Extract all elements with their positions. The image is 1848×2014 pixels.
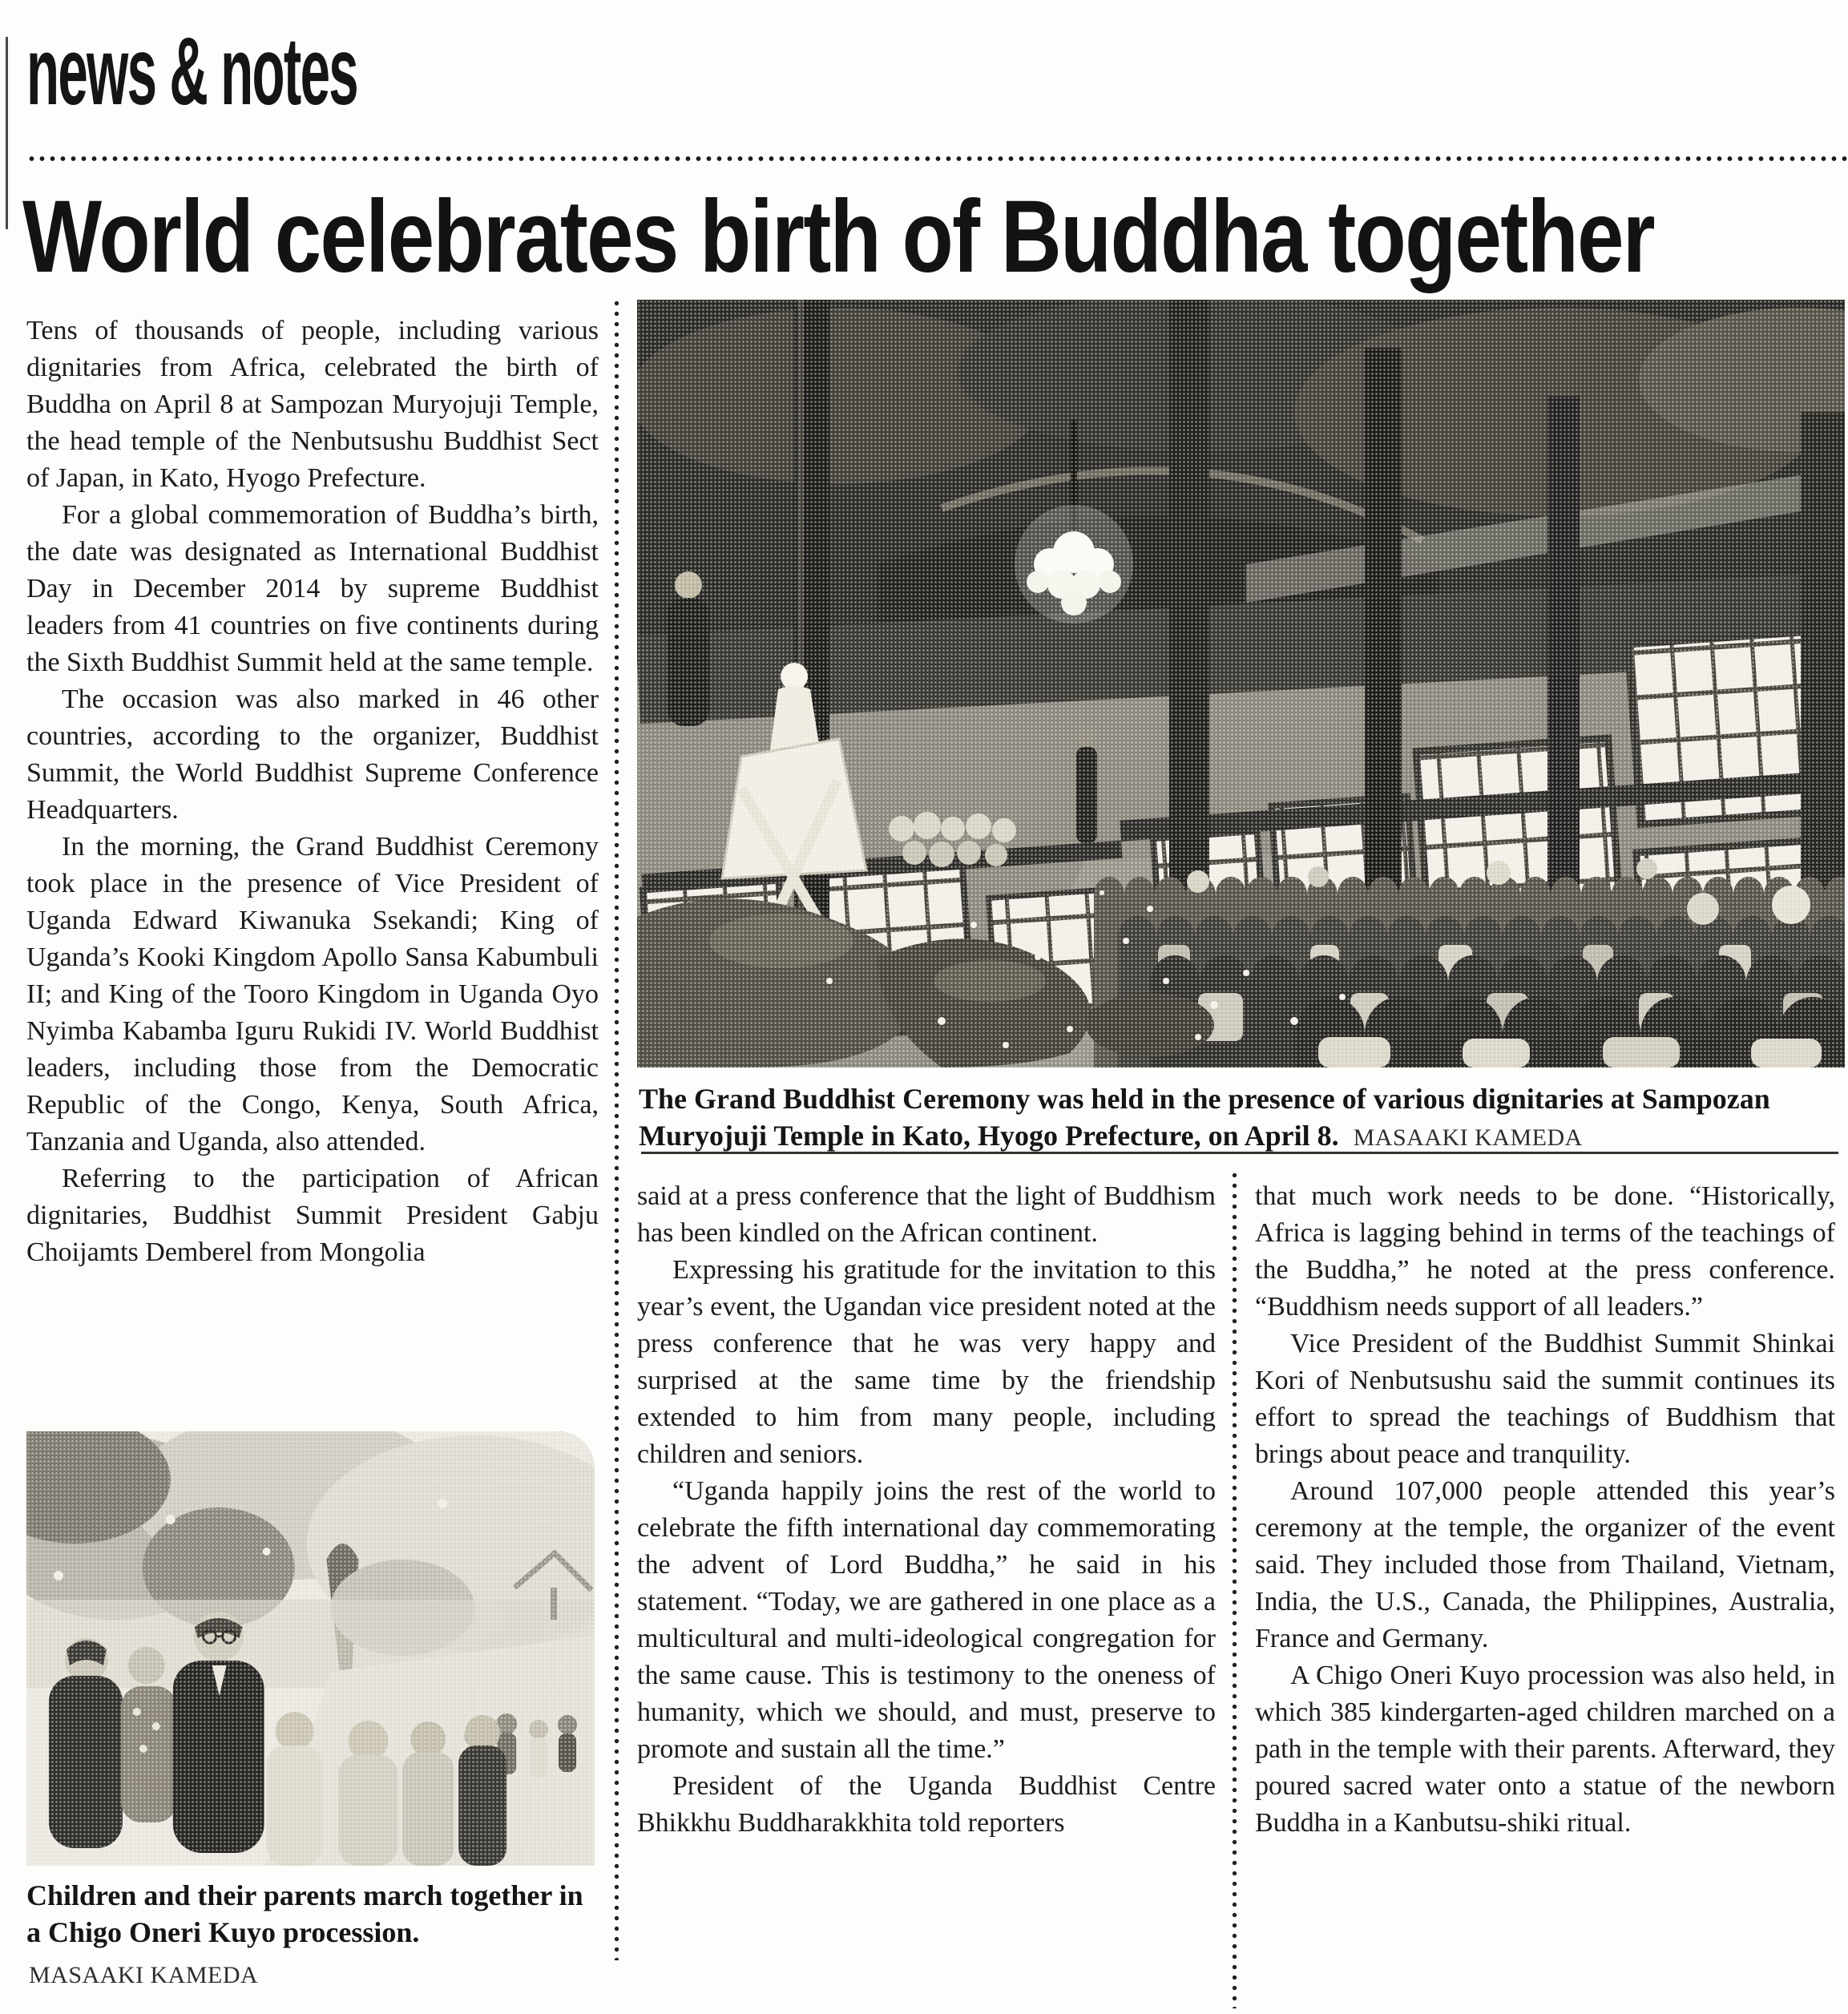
article-headline <box>22 178 1848 296</box>
caption-divider-rule <box>641 1152 1838 1154</box>
headline-text: World celebrates birth of Buddha together <box>22 180 1655 294</box>
column-divider-dotted-right <box>1232 1170 1237 2008</box>
column-divider-dotted-left <box>614 298 619 1960</box>
paragraph: Tens of thousands of people, including various dignitaries from Africa, celebrated the birth of Buddha on April 8 at Sampozan Muryojuji Temple, the head temple of the Nenbutsushu Buddhist Sect of Japan, in Kato, Hyogo Prefecture. <box>26 316 599 493</box>
paragraph: The occasion was also marked in 46 other countries, according to the organizer, Buddhist Summit, the World Buddhist Supreme Conference Headquarters. <box>26 684 599 825</box>
paragraph: said at a press conference that the light of Buddhism has been kindled on the African continent. <box>637 1181 1216 1248</box>
secondary-photo-procession <box>26 1431 595 1866</box>
body-column-3 <box>1255 1178 1835 1842</box>
paragraph: President of the Uganda Buddhist Centre Bhikkhu Buddharakkhita told reporters <box>637 1771 1216 1838</box>
dotted-separator <box>26 155 1847 163</box>
body-column-2 <box>637 1178 1216 1842</box>
caption-text: The Grand Buddhist Ceremony was held in the presence of various dignitaries at Sampozan Muryojuji Temple in Kato, Hyogo Prefecture, on April 8. <box>639 1083 1770 1152</box>
body-column-1 <box>26 313 599 1271</box>
paragraph: Referring to the participation of African dignitaries, Buddhist Summit President Gabju Choijamts Demberel from Mongolia <box>26 1164 599 1267</box>
secondary-photo-caption <box>26 1877 599 1951</box>
photo-credit: MASAAKI KAMEDA <box>29 1962 259 1988</box>
photo-credit: MASAAKI KAMEDA <box>1353 1124 1583 1151</box>
caption-text: Children and their parents march together in a Chigo Oneri Kuyo procession. <box>26 1879 583 1948</box>
paragraph: Vice President of the Buddhist Summit Shinkai Kori of Nenbutsushu said the summit continues its effort to spread the teachings of Buddhism that brings about peace and tranquility. <box>1255 1329 1835 1469</box>
main-photo-caption <box>639 1080 1841 1156</box>
section-title: news & notes <box>26 18 357 125</box>
main-photo-grand-buddhist-ceremony <box>637 300 1845 1068</box>
paragraph: A Chigo Oneri Kuyo procession was also held, in which 385 kindergarten-aged children marched on a path in the temple with their parents. Afterward, they poured sacred water onto a statue of the newborn Buddha in a Kanbutsu-shiki ritual. <box>1255 1661 1835 1838</box>
paragraph: In the morning, the Grand Buddhist Ceremony took place in the presence of Vice President of Uganda Edward Kiwanuka Ssekandi; King of Uganda’s Kooki Kingdom Apollo Sansa Kabumbuli II; and King of the Tooro Kingdom in Uganda Oyo Nyimba Kabamba Iguru Rukidi IV. World Buddhist leaders, including those from the Democratic Republic of the Congo, Kenya, South Africa, Tanzania and Uganda, also attended. <box>26 832 599 1156</box>
paragraph: Around 107,000 people attended this year’s ceremony at the temple, the organizer of the event said. They included those from Thailand, Vietnam, India, the U.S., Canada, the Philippines, Australia, France and Germany. <box>1255 1476 1835 1653</box>
paragraph: For a global commemoration of Buddha’s birth, the date was designated as International Buddhist Day in December 2014 by supreme Buddhist leaders from 41 countries on five continents during the Sixth Buddhist Summit held at the same temple. <box>26 500 599 677</box>
procession-illustration <box>26 1431 595 1866</box>
scan-edge-line <box>6 37 8 229</box>
section-masthead <box>26 16 618 127</box>
paragraph: “Uganda happily joins the rest of the world to celebrate the fifth international day commemorating the advent of Lord Buddha,” he said in his statement. “Today, we are gathered in one place as a multicultural and multi-ideological congregation for the same cause. This is testimony to the oneness of humanity, which we should, and must, preserve to promote and sustain all the time.” <box>637 1476 1216 1764</box>
paragraph: Expressing his gratitude for the invitation to this year’s event, the Ugandan vice president noted at the press conference that he was very happy and surprised at the same time by the friendship extended to him from many people, including children and seniors. <box>637 1255 1216 1469</box>
paragraph: that much work needs to be done. “Historically, Africa is lagging behind in terms of the teachings of the Buddha,” he noted at the press conference. “Buddhism needs support of all leaders.” <box>1255 1181 1835 1322</box>
temple-interior-illustration <box>637 300 1845 1068</box>
